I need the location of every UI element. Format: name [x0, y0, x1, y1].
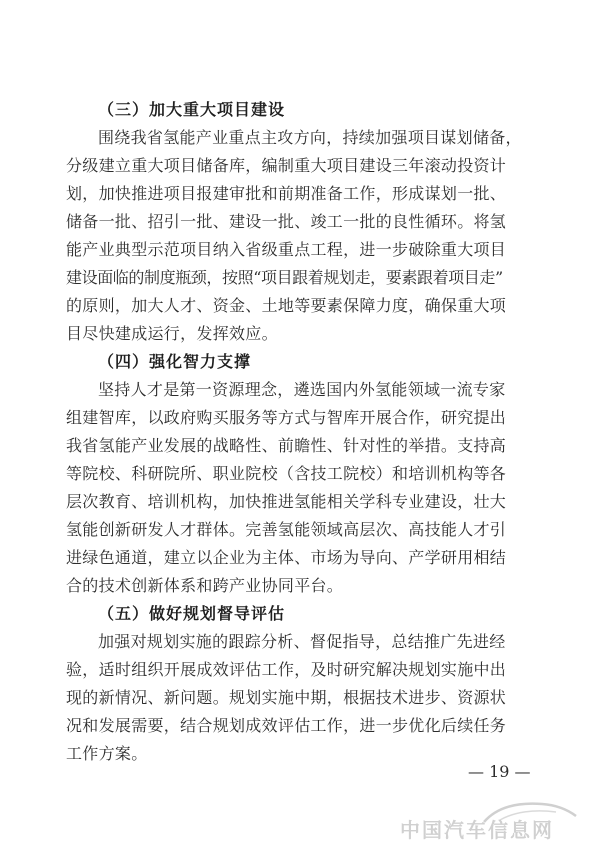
paragraph-line: 氢能创新研发人才群体。完善氢能领域高层次、高技能人才引 [66, 520, 507, 539]
paragraph-line: 合的技术创新体系和跨产业协同平台。 [66, 576, 344, 595]
paragraph-line: 的原则，加大人才、资金、土地等要素保障力度，确保重大项 [66, 296, 507, 315]
paragraph-line: 等院校、科研院所、职业院校（含技工院校）和培训机构等各 [66, 464, 507, 483]
paragraph-line: 现的新情况、新问题。规划实施中期，根据技术进步、资源状 [66, 688, 507, 707]
paragraph-line: 划，加快推进项目报建审批和前期准备工作，形成谋划一批、 [66, 184, 507, 203]
paragraph-line: 组建智库，以政府购买服务等方式与智库开展合作，研究提出 [66, 408, 507, 427]
paragraph-line: 储备一批、招引一批、建设一批、竣工一批的良性循环。将氢 [66, 212, 507, 231]
paragraph-line: 能产业典型示范项目纳入省级重点工程，进一步破除重大项目 [66, 240, 507, 259]
paragraph-line: 目尽快建成运行，发挥效应。 [66, 324, 278, 343]
paragraph-line: 层次教育、培训机构，加快推进氢能相关学科专业建设，壮大 [66, 492, 507, 511]
section-heading-4: （四）强化智力支撑 [98, 352, 252, 371]
watermark-logo [396, 800, 592, 840]
watermark-text: 中国汽车信息网 [400, 818, 554, 842]
paragraph-line: 况和发展需要，结合规划成效评估工作，进一步优化后续任务 [66, 716, 507, 735]
paragraph-line: 进绿色通道，建立以企业为主体、市场为导向、产学研用相结 [66, 548, 507, 567]
paragraph-line: 分级建立重大项目储备库，编制重大项目建设三年滚动投资计 [66, 156, 507, 175]
paragraph-line: 我省氢能产业发展的战略性、前瞻性、针对性的举措。支持高 [66, 436, 507, 455]
section-heading-5: （五）做好规划督导评估 [98, 604, 286, 623]
paragraph-line: 工作方案。 [66, 744, 148, 763]
paragraph-line: 坚持人才是第一资源理念，遴选国内外氢能领域一流专家 [98, 380, 506, 399]
paragraph-line: 加强对规划实施的跟踪分析、督促指导，总结推广先进经 [98, 632, 506, 651]
paragraph-line: 围绕我省氢能产业重点主攻方向，持续加强项目谋划储备， [98, 128, 522, 147]
paragraph-line: 验，适时组织开展成效评估工作，及时研究解决规划实施中出 [66, 660, 507, 679]
page-number: — 19 — [468, 762, 531, 781]
section-heading-3: （三）加大重大项目建设 [98, 100, 286, 119]
paragraph-line: 建设面临的制度瓶颈，按照“项目跟着规划走，要素跟着项目走” [66, 268, 503, 287]
